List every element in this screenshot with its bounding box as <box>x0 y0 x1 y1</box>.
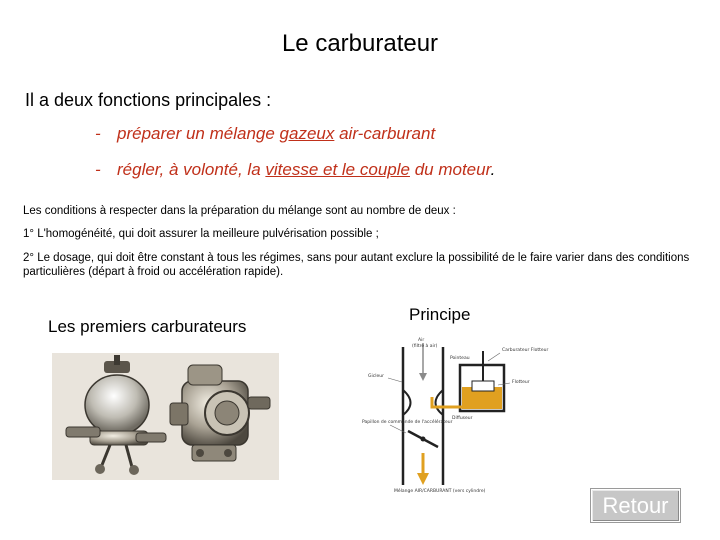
diagram-label-melange: Mélange AIR/CARBURANT (vers cylindre) <box>394 489 486 494</box>
diagram-label-papillon: Papillon de commande de l'accélérateur <box>362 420 453 425</box>
paragraph-dosage: 2° Le dosage, qui doit être constant à tous les régimes, sans pour autant exclure la possibilité de le faire varier dans des conditions particulières (départ à froid ou accélération rapide). <box>23 252 690 278</box>
diagram-label-air: Air <box>418 338 425 343</box>
bullet-2-text-b: du moteur <box>409 160 491 179</box>
paragraph-homogeneite: 1° L'homogénéité, qui doit assurer la meilleure pulvérisation possible ; <box>23 228 379 240</box>
bullet-dash: - <box>95 124 101 143</box>
bullet-1-text-b: air-carburant <box>334 124 436 143</box>
diagram-label-pointeau: Pointeau <box>450 356 470 361</box>
bullet-dash: - <box>95 160 101 179</box>
caption-premiers-carburateurs: Les premiers carburateurs <box>48 317 247 336</box>
diagram-label-gicleur: Gicleur <box>368 374 384 379</box>
intro-text: Il a deux fonctions principales : <box>25 90 272 110</box>
diagram-label-diffuseur: Diffuseur <box>452 416 473 421</box>
bullet-2-underlined: vitesse et le couple <box>265 160 410 179</box>
diagram-label-air-filter: (filtre à air) <box>412 344 438 349</box>
principle-diagram <box>360 335 550 495</box>
retour-button[interactable]: Retour <box>591 489 680 522</box>
bullet-1-underlined: gazeux <box>279 124 335 143</box>
diagram-label-flotteur: Flotteur <box>512 380 530 385</box>
page-title: Le carburateur <box>281 30 439 57</box>
bullet-item-2 <box>95 160 495 180</box>
bullet-2-period: . <box>490 160 496 179</box>
caption-principe: Principe <box>409 305 471 324</box>
carburetors-photo <box>52 353 279 480</box>
bullet-item-1 <box>95 124 435 144</box>
paragraph-conditions: Les conditions à respecter dans la préparation du mélange sont au nombre de deux : <box>23 205 456 217</box>
bullet-2-text-a: régler, à volonté, la <box>117 160 266 179</box>
bullet-1-text-a: préparer un mélange <box>117 124 280 143</box>
diagram-label-cuve: Carburateur Flotteur <box>502 348 549 353</box>
